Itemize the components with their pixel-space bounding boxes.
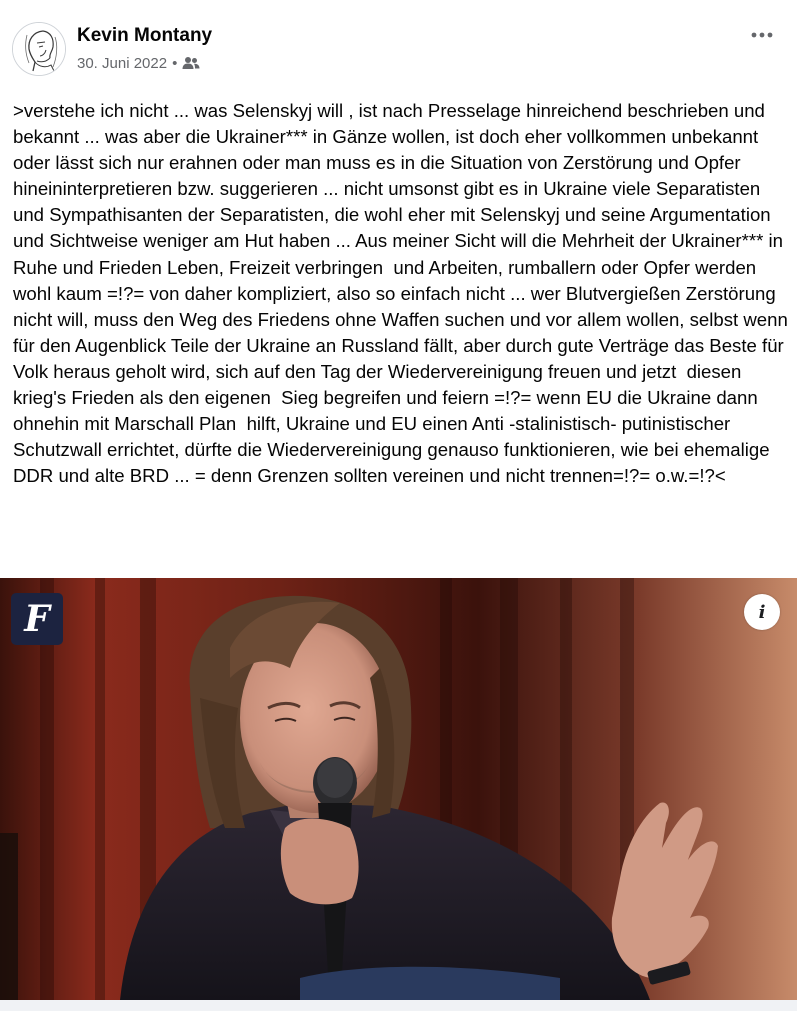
post-bottom-divider xyxy=(0,1000,797,1011)
info-button[interactable] xyxy=(744,594,780,630)
post-text: >verstehe ich nicht ... was Selenskyj will , ist nach Presselage hinreichend beschrieben und bekannt ... was aber die Ukrainer*** in Gänze wollen, ist doch eher vollkommen unbekannt oder lässt sich nur erahnen oder man muss es in die Situation von Zerstörung und Opfer hineininterpretieren bzw. suggerieren ... nicht umsonst gibt es in Ukraine viele Separatisten und Sympathisanten der Separatisten, die wohl eher mit Selenskyj und seine Argumentation und Sichtweise weniger am Hut haben ... Aus meiner Sicht will die Mehrheit der Ukrainer*** in Ruhe und Frieden Leben, Freizeit verbringen und Arbeiten, rumballern oder Opfer werden wohl kaum =!?= von daher kompliziert, also so einfach nicht ... wer Blutvergießen Zerstörung nicht will, muss den Weg des Friedens ohne Waffen suchen und vor allem wollen, selbst wenn für den Augenblick Teile der Ukraine an Russland fällt, aber durch gute Verträge das Beste für Volk heraus geholt wird, sich auf den Tag der Wiedervereinigung freuen und jetzt diesen krieg's Frieden als den eigenen Sieg begreifen und feiern =!?= wenn EU die Ukraine dann ohnehin mit Marschall Plan hilft, Ukraine und EU einen Anti -stalinistisch- putinistischer Schutzwall errichtet, dürfte die Wiedervereinigung genauso funktionieren, wie bei ehemalige DDR und alte BRD ... = denn Grenzen sollten vereinen und nicht trennen=!?= o.w.=!?< xyxy=(13,100,793,487)
post-header xyxy=(0,0,797,90)
author-name[interactable]: Kevin Montany xyxy=(77,25,213,46)
info-icon: i xyxy=(758,601,766,623)
publisher-logo[interactable] xyxy=(11,593,63,645)
author-avatar[interactable] xyxy=(12,22,66,76)
speaker-photo xyxy=(0,578,797,1000)
meta-separator: • xyxy=(172,54,178,72)
post-meta xyxy=(77,53,200,73)
post-image[interactable] xyxy=(0,578,797,1000)
avatar-sketch-icon xyxy=(13,23,66,76)
more-options-button[interactable] xyxy=(742,24,782,46)
publisher-logo-letter: F xyxy=(24,598,50,640)
friends-icon xyxy=(182,56,200,70)
post-date[interactable]: 30. Juni 2022 xyxy=(77,54,168,72)
more-horizontal-icon xyxy=(751,32,773,38)
